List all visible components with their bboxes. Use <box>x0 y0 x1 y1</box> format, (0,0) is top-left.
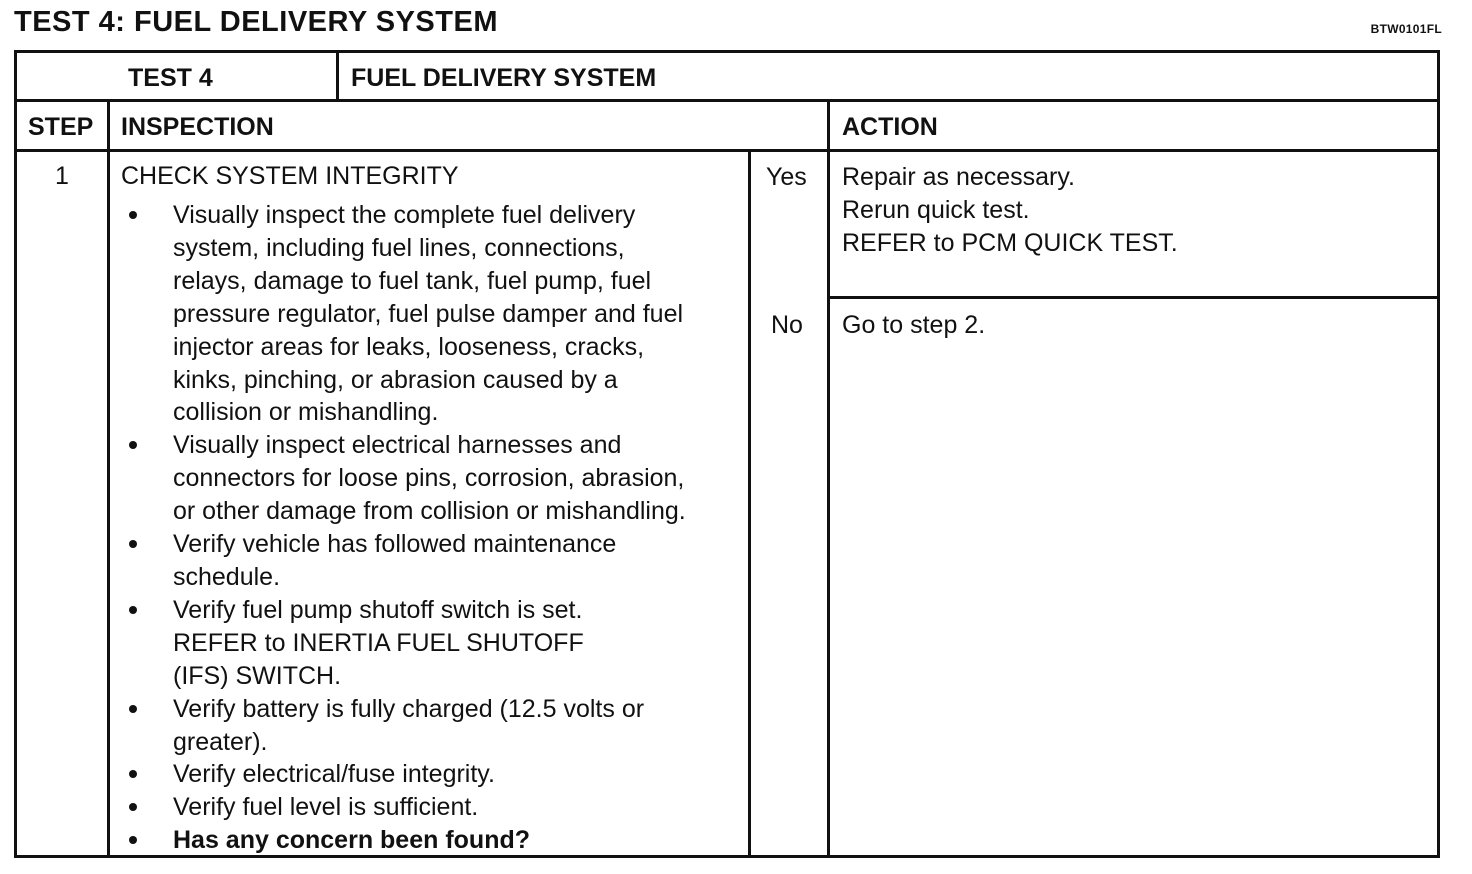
figure-code: BTW0101FL <box>1370 22 1442 36</box>
bullet-item: Verify fuel pump shutoff switch is set. REFER to INERTIA FUEL SHUTOFF (IFS) SWITCH. <box>123 594 743 693</box>
rule-under-test-row <box>17 99 1437 102</box>
rule-answer-divider <box>748 149 751 855</box>
header-step: STEP <box>28 113 94 141</box>
bullet-item: Verify electrical/fuse integrity. <box>123 758 743 791</box>
step-number: 1 <box>55 162 69 190</box>
test-label: TEST 4 <box>128 64 213 92</box>
action-no: Go to step 2. <box>842 311 986 339</box>
page-title: TEST 4: FUEL DELIVERY SYSTEM <box>14 6 498 38</box>
rule-test-label-divider <box>336 53 339 99</box>
bullet-item: Verify battery is fully charged (12.5 volts or greater). <box>123 693 743 759</box>
rule-step-divider <box>107 99 110 855</box>
inspection-bullets <box>123 199 743 857</box>
rule-action-divider <box>827 99 830 855</box>
bullet-item: Visually inspect the complete fuel delivery system, including fuel lines, connections, relays, damage to fuel tank, fuel pump, fuel pressure regulator, fuel pulse damper and fuel injector areas for leaks, looseness, cracks, kinks, pinching, or abrasion caused by a collision or mishandling. <box>123 199 743 429</box>
answer-no: No <box>771 311 803 339</box>
inspection-heading: CHECK SYSTEM INTEGRITY <box>121 162 459 190</box>
bullet-item: Visually inspect electrical harnesses and connectors for loose pins, corrosion, abrasion, or other damage from collision or mishandling. <box>123 429 743 528</box>
bullet-item: Verify fuel level is sufficient. <box>123 791 743 824</box>
action-yes: Repair as necessary. Rerun quick test. REFER to PCM QUICK TEST. <box>842 163 1178 257</box>
header-inspection: INSPECTION <box>121 113 274 141</box>
rule-under-header-row <box>17 149 1437 152</box>
bullet-item: Verify vehicle has followed maintenance schedule. <box>123 528 743 594</box>
header-action: ACTION <box>842 113 938 141</box>
answer-yes: Yes <box>766 163 807 191</box>
bullet-question: Has any concern been found? <box>123 824 743 857</box>
test-name: FUEL DELIVERY SYSTEM <box>351 64 657 92</box>
rule-between-outcomes <box>830 296 1437 299</box>
diagnostic-table <box>14 50 1440 858</box>
